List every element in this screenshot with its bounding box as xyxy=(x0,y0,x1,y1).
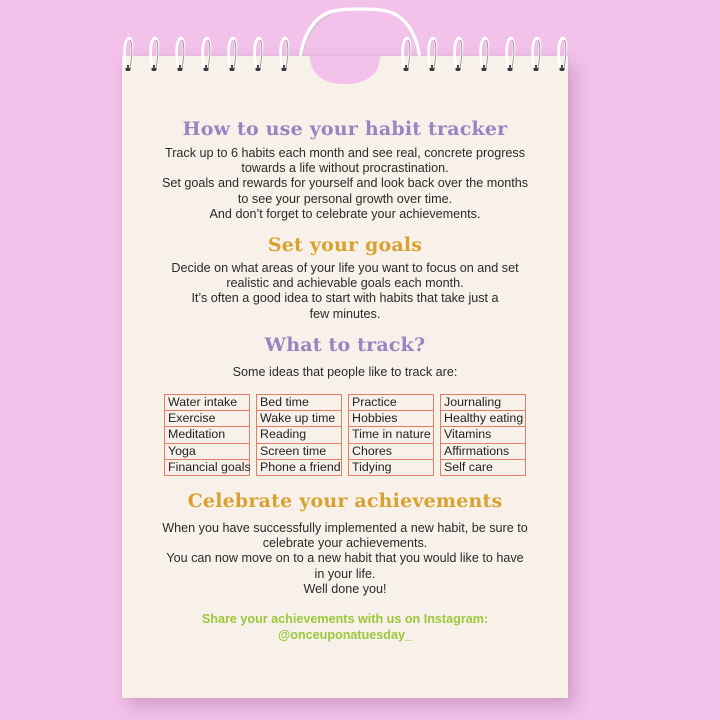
ideas-column xyxy=(440,394,526,476)
idea-item: Healthy eating xyxy=(441,410,525,426)
binding-ring xyxy=(429,38,437,71)
goals-text: Decide on what areas of your life you want to focus on and set realistic and achievable goals each month. It’s often a good idea to start with habits that take just a few minutes. xyxy=(171,261,519,321)
idea-item: Vitamins xyxy=(441,426,525,442)
binding-ring xyxy=(255,38,263,71)
idea-item: Hobbies xyxy=(349,410,433,426)
binding-ring xyxy=(455,38,463,71)
idea-item: Screen time xyxy=(257,443,341,459)
celebrate-title: Celebrate your achievements xyxy=(187,490,503,513)
binding-ring xyxy=(507,38,515,71)
idea-item: Practice xyxy=(352,395,397,410)
idea-item: Self care xyxy=(441,459,525,475)
goals-title: Set your goals xyxy=(267,234,423,257)
page-content xyxy=(122,118,568,643)
ideas-table xyxy=(122,394,568,476)
binding-ring xyxy=(151,38,159,71)
idea-item: Financial goals xyxy=(165,459,249,475)
idea-item: Time in nature xyxy=(349,426,433,442)
share-text: Share your achievements with us on Instagram: @onceuponatuesday_ xyxy=(122,611,568,643)
binding-ring xyxy=(203,38,211,71)
wire-rings xyxy=(122,30,568,80)
idea-item: Meditation xyxy=(165,426,249,442)
binding-ring xyxy=(125,38,133,71)
binding-ring xyxy=(403,38,411,71)
idea-item: Wake up time xyxy=(257,410,341,426)
idea-item: Reading xyxy=(257,426,341,442)
track-title: What to track? xyxy=(264,333,426,356)
binding-ring xyxy=(281,38,289,71)
binding-ring xyxy=(229,38,237,71)
instagram-handle[interactable]: @onceuponatuesday_ xyxy=(277,628,413,643)
ideas-column xyxy=(256,394,342,476)
binding-ring xyxy=(481,38,489,71)
ideas-column xyxy=(164,394,250,476)
idea-item: Exercise xyxy=(165,410,249,426)
idea-item: Tidying xyxy=(349,459,433,475)
binding-ring xyxy=(533,38,541,71)
idea-item: Phone a friend xyxy=(257,459,341,475)
ideas-column xyxy=(348,394,434,476)
idea-item: Journaling xyxy=(444,395,502,410)
binding-ring xyxy=(177,38,185,71)
idea-item: Bed time xyxy=(260,395,309,410)
idea-item: Yoga xyxy=(165,443,249,459)
track-intro: Some ideas that people like to track are: xyxy=(232,364,458,379)
idea-item: Water intake xyxy=(168,395,238,410)
binding-ring xyxy=(559,38,567,71)
how-to-title: How to use your habit tracker xyxy=(182,118,508,140)
idea-item: Affirmations xyxy=(441,443,525,459)
idea-item: Chores xyxy=(349,443,433,459)
celebrate-text: When you have successfully implemented a new habit, be sure to celebrate your achievements. You can now move on to a new habit that you would like to have in your life. Well done you! xyxy=(162,521,528,596)
how-to-text: Track up to 6 habits each month and see real, concrete progress towards a life without procrastination. Set goals and rewards for yourself and look back over the months to see your personal growth over time. And don’t forget to celebrate your achievements. xyxy=(161,146,529,221)
calendar-page xyxy=(122,56,568,698)
